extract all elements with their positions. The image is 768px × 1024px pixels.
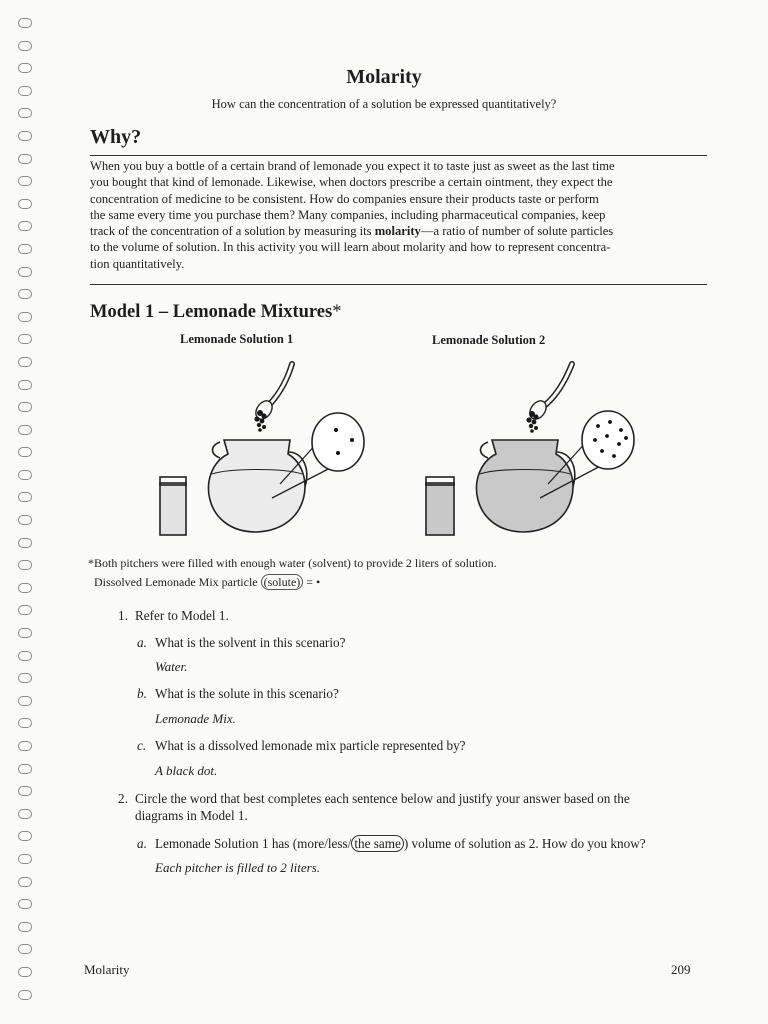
binder-hole <box>18 357 32 367</box>
binder-hole <box>18 899 32 909</box>
question-2 <box>118 790 630 824</box>
why-top-rule <box>90 155 707 156</box>
binder-hole <box>18 786 32 796</box>
answer-1c: A black dot. <box>155 763 218 778</box>
lemonade-solution-1-figure <box>150 350 380 550</box>
binder-hole <box>18 764 32 774</box>
binder-hole <box>18 402 32 412</box>
why-line: the same every time you purchase them? Many companies, including pharmaceutical companies, keep <box>90 207 606 222</box>
binder-hole <box>18 244 32 254</box>
solution-1-label: Lemonade Solution 1 <box>180 332 294 346</box>
answer-2a: Each pitcher is filled to 2 liters. <box>155 860 321 875</box>
binder-hole <box>18 199 32 209</box>
question-2a <box>137 835 646 852</box>
why-heading: Why? <box>90 126 142 148</box>
why-line: concentration of medicine to be consistent. How do companies ensure their products taste or perform <box>90 191 599 206</box>
why-line: you bought that kind of lemonade. Likewise, when doctors prescribe a certain ointment, they expect the <box>90 175 613 190</box>
why-line: When you buy a bottle of a certain brand of lemonade you expect it to taste just as sweet as the last time <box>90 159 615 173</box>
binder-hole <box>18 583 32 593</box>
lemonade-solution-2-figure <box>418 350 648 550</box>
binder-hole <box>18 922 32 932</box>
binder-hole <box>18 515 32 525</box>
pitcher-2 <box>476 440 574 532</box>
question-text: What is the solvent in this scenario? <box>155 635 346 650</box>
binder-hole <box>18 877 32 887</box>
why-line <box>90 223 707 239</box>
question-letter: a. <box>137 635 147 650</box>
why-line-text: —a ratio of number of solute particles <box>420 224 614 239</box>
magnified-view-1 <box>312 413 364 471</box>
page-number: 209 <box>671 962 691 977</box>
binder-hole <box>18 967 32 977</box>
question-text: Circle the word that best completes each sentence below and justify your answer based on the <box>135 791 630 806</box>
binder-hole <box>18 425 32 435</box>
why-bottom-rule <box>90 284 707 285</box>
circled-answer: the same <box>351 835 404 852</box>
binder-hole <box>18 809 32 819</box>
question-text: ) volume of solution as 2. How do you know? <box>403 836 646 851</box>
binder-hole <box>18 492 32 502</box>
question-text: Refer to Model 1. <box>135 608 229 623</box>
model-asterisk: * <box>332 302 342 322</box>
question-2-line <box>118 790 630 807</box>
binder-hole <box>18 651 32 661</box>
binder-hole <box>18 447 32 457</box>
binder-hole <box>18 538 32 548</box>
binder-hole <box>18 696 32 706</box>
model-footnote: *Both pitchers were filled with enough water (solvent) to provide 2 liters of solution. <box>88 556 497 570</box>
why-line: to the volume of solution. In this activity you will learn about molarity and how to represent concentra- <box>90 240 611 255</box>
binder-hole <box>18 176 32 186</box>
answer-1b: Lemonade Mix. <box>155 711 236 726</box>
binder-hole <box>18 154 32 164</box>
binder-hole <box>18 41 32 51</box>
question-text: Lemonade Solution 1 has (more/less/ <box>155 836 352 851</box>
binder-hole <box>18 990 32 1000</box>
why-line-text: track of the concentration of a solution by measuring its <box>90 224 375 239</box>
question-1 <box>118 607 229 624</box>
binder-holes <box>18 18 40 1018</box>
page-subtitle: How can the concentration of a solution be expressed quantitatively? <box>211 97 557 111</box>
binder-hole <box>18 673 32 683</box>
binder-hole <box>18 831 32 841</box>
question-2-line: diagrams in Model 1. <box>135 808 248 823</box>
page-title: Molarity <box>346 66 422 88</box>
question-number: 1. <box>118 608 128 623</box>
binder-hole <box>18 221 32 231</box>
molarity-term: molarity <box>374 224 421 239</box>
binder-hole <box>18 18 32 28</box>
question-1a <box>137 634 345 651</box>
binder-hole <box>18 605 32 615</box>
binder-hole <box>18 628 32 638</box>
binder-hole <box>18 334 32 344</box>
binder-hole <box>18 470 32 480</box>
model-heading-text: Model 1 – Lemonade Mixtures <box>90 302 333 322</box>
question-number: 2. <box>118 791 128 806</box>
binder-hole <box>18 854 32 864</box>
solution-2-label: Lemonade Solution 2 <box>432 333 546 347</box>
question-1c <box>137 737 466 754</box>
question-letter: a. <box>137 836 147 851</box>
particle-legend <box>94 575 320 590</box>
answer-1a: Water. <box>155 659 188 674</box>
binder-hole <box>18 131 32 141</box>
legend-circled-word: (solute) <box>261 574 304 590</box>
glass-1 <box>160 477 186 535</box>
legend-symbol: = • <box>303 575 321 589</box>
binder-hole <box>18 944 32 954</box>
binder-hole <box>18 741 32 751</box>
why-line: tion quantitatively. <box>90 256 185 271</box>
binder-hole <box>18 560 32 570</box>
pitcher-1 <box>208 440 306 532</box>
why-paragraph <box>90 158 707 272</box>
magnified-view-2 <box>582 411 634 469</box>
question-text: What is the solute in this scenario? <box>155 686 339 701</box>
question-letter: c. <box>137 738 147 753</box>
model-heading <box>90 302 341 323</box>
question-1b <box>137 685 339 702</box>
binder-hole <box>18 312 32 322</box>
footer-title: Molarity <box>84 962 130 977</box>
legend-text: Dissolved Lemonade Mix particle <box>94 575 261 589</box>
binder-hole <box>18 380 32 390</box>
question-letter: b. <box>137 686 147 701</box>
binder-hole <box>18 289 32 299</box>
question-text: What is a dissolved lemonade mix particle represented by? <box>155 738 466 753</box>
binder-hole <box>18 718 32 728</box>
binder-hole <box>18 267 32 277</box>
glass-2 <box>426 477 454 535</box>
